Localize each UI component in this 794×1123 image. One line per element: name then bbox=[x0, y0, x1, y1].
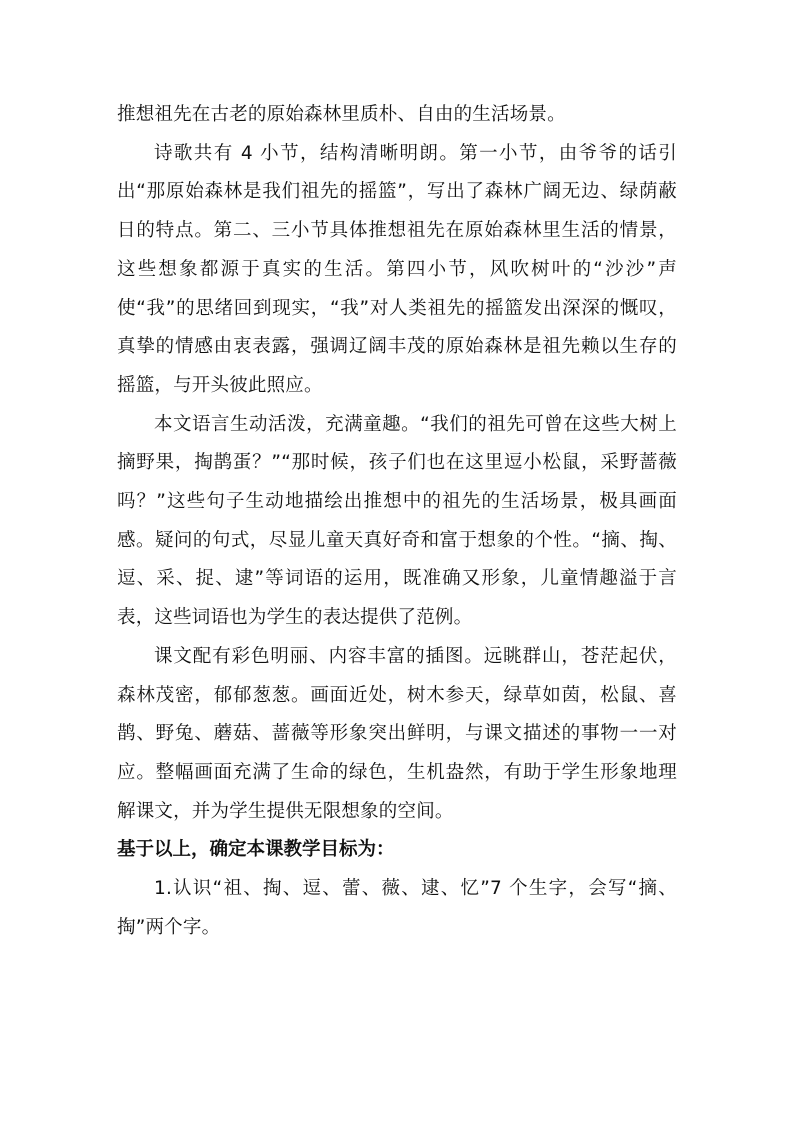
paragraph-illustration: 课文配有彩色明丽、内容丰富的插图。远眺群山，苍茫起伏，森林茂密，郁郁葱葱。画面近处，树木参天，绿草如茵，松鼠、喜鹊、野兔、蘑菇、蔷薇等形象突出鲜明，与课文描述的事物一一对应。整幅画面充满了生命的绿色，生机盎然，有助于学生形象地理解课文，并为学生提供无限想象的空间。 bbox=[117, 645, 677, 822]
paragraph-language-style: 本文语言生动活泼，充满童趣。“我们的祖先可曾在这些大树上摘野果，掏鹊蛋？”“那时候，孩子们也在这里逗小松鼠，采野蔷薇吗？”这些句子生动地描绘出推想中的祖先的生活场景，极具画面感。疑问的句式，尽显儿童天真好奇和富于想象的个性。“摘、掏、逗、采、捉、逮”等词语的运用，既准确又形象，儿童情趣溢于言表，这些词语也为学生的表达提供了范例。 bbox=[117, 413, 677, 629]
document-body bbox=[117, 96, 677, 947]
paragraph-continuation: 推想祖先在古老的原始森林里质朴、自由的生活场景。 bbox=[117, 104, 566, 125]
paragraph-poem-structure: 诗歌共有 4 小节，结构清晰明朗。第一小节，由爷爷的话引出“那原始森林是我们祖先的摇篮”，写出了森林广阔无边、绿荫蔽日的特点。第二、三小节具体推想祖先在原始森林里生活的情景，这些想象都源于真实的生活。第四小节，风吹树叶的“沙沙”声使“我”的思绪回到现实，“我”对人类祖先的摇篮发出深深的慨叹，真挚的情感由衷表露，强调辽阔丰茂的原始森林是祖先赖以生存的摇篮，与开头彼此照应。 bbox=[117, 142, 677, 396]
teaching-goal-1: 1.认识“祖、掏、逗、蕾、薇、逮、忆”7 个生字，会写“摘、掏”两个字。 bbox=[117, 878, 677, 938]
section-heading: 基于以上，确定本课教学目标为： bbox=[117, 839, 395, 861]
